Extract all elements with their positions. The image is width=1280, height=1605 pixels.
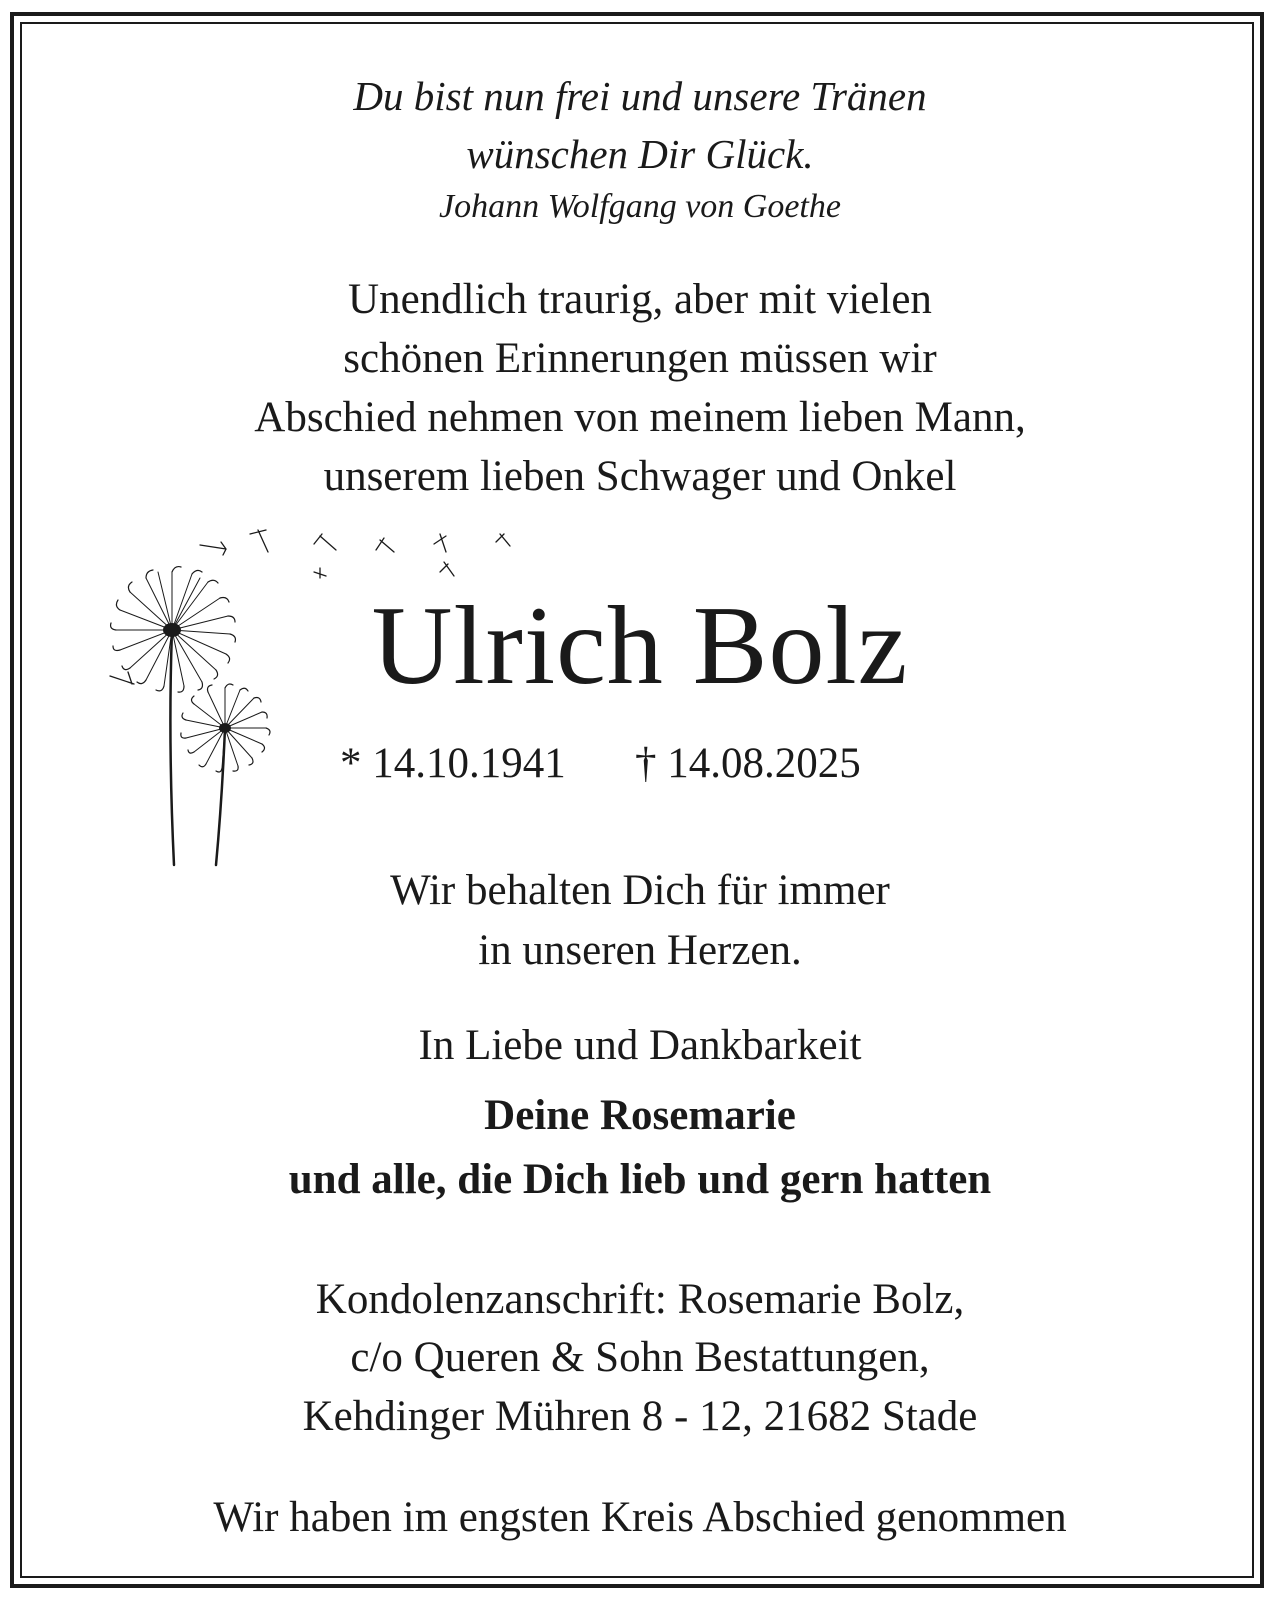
deceased-name: Ulrich Bolz: [371, 584, 909, 708]
signer-1: Deine Rosemarie: [484, 1092, 796, 1139]
birth-date: * 14.10.1941: [340, 740, 566, 787]
closing-greeting: In Liebe und Dankbarkeit: [418, 1022, 862, 1069]
footer-note: Wir haben im engsten Kreis Abschied genommen: [213, 1494, 1067, 1541]
quote-author: Johann Wolfgang von Goethe: [439, 188, 841, 225]
memory-line-2: in unseren Herzen.: [478, 927, 802, 974]
address-line-3: Kehdinger Mühren 8 - 12, 21682 Stade: [302, 1393, 978, 1440]
intro-line-4: unserem lieben Schwager und Onkel: [323, 453, 957, 500]
signer-2: und alle, die Dich lieb und gern hatten: [288, 1156, 992, 1203]
memory-line-1: Wir behalten Dich für immer: [390, 867, 890, 914]
intro-line-1: Unendlich traurig, aber mit vielen: [348, 276, 932, 323]
death-date: † 14.08.2025: [635, 740, 861, 787]
intro-line-3: Abschied nehmen von meinem lieben Mann,: [254, 394, 1026, 441]
address-line-2: c/o Queren & Sohn Bestattungen,: [350, 1334, 930, 1381]
quote-line-1: Du bist nun frei und unsere Tränen: [353, 73, 927, 119]
intro-line-2: schönen Erinnerungen müssen wir: [343, 335, 937, 382]
address-line-1: Kondolenzanschrift: Rosemarie Bolz,: [315, 1276, 965, 1323]
quote-line-2: wünschen Dir Glück.: [466, 131, 814, 177]
